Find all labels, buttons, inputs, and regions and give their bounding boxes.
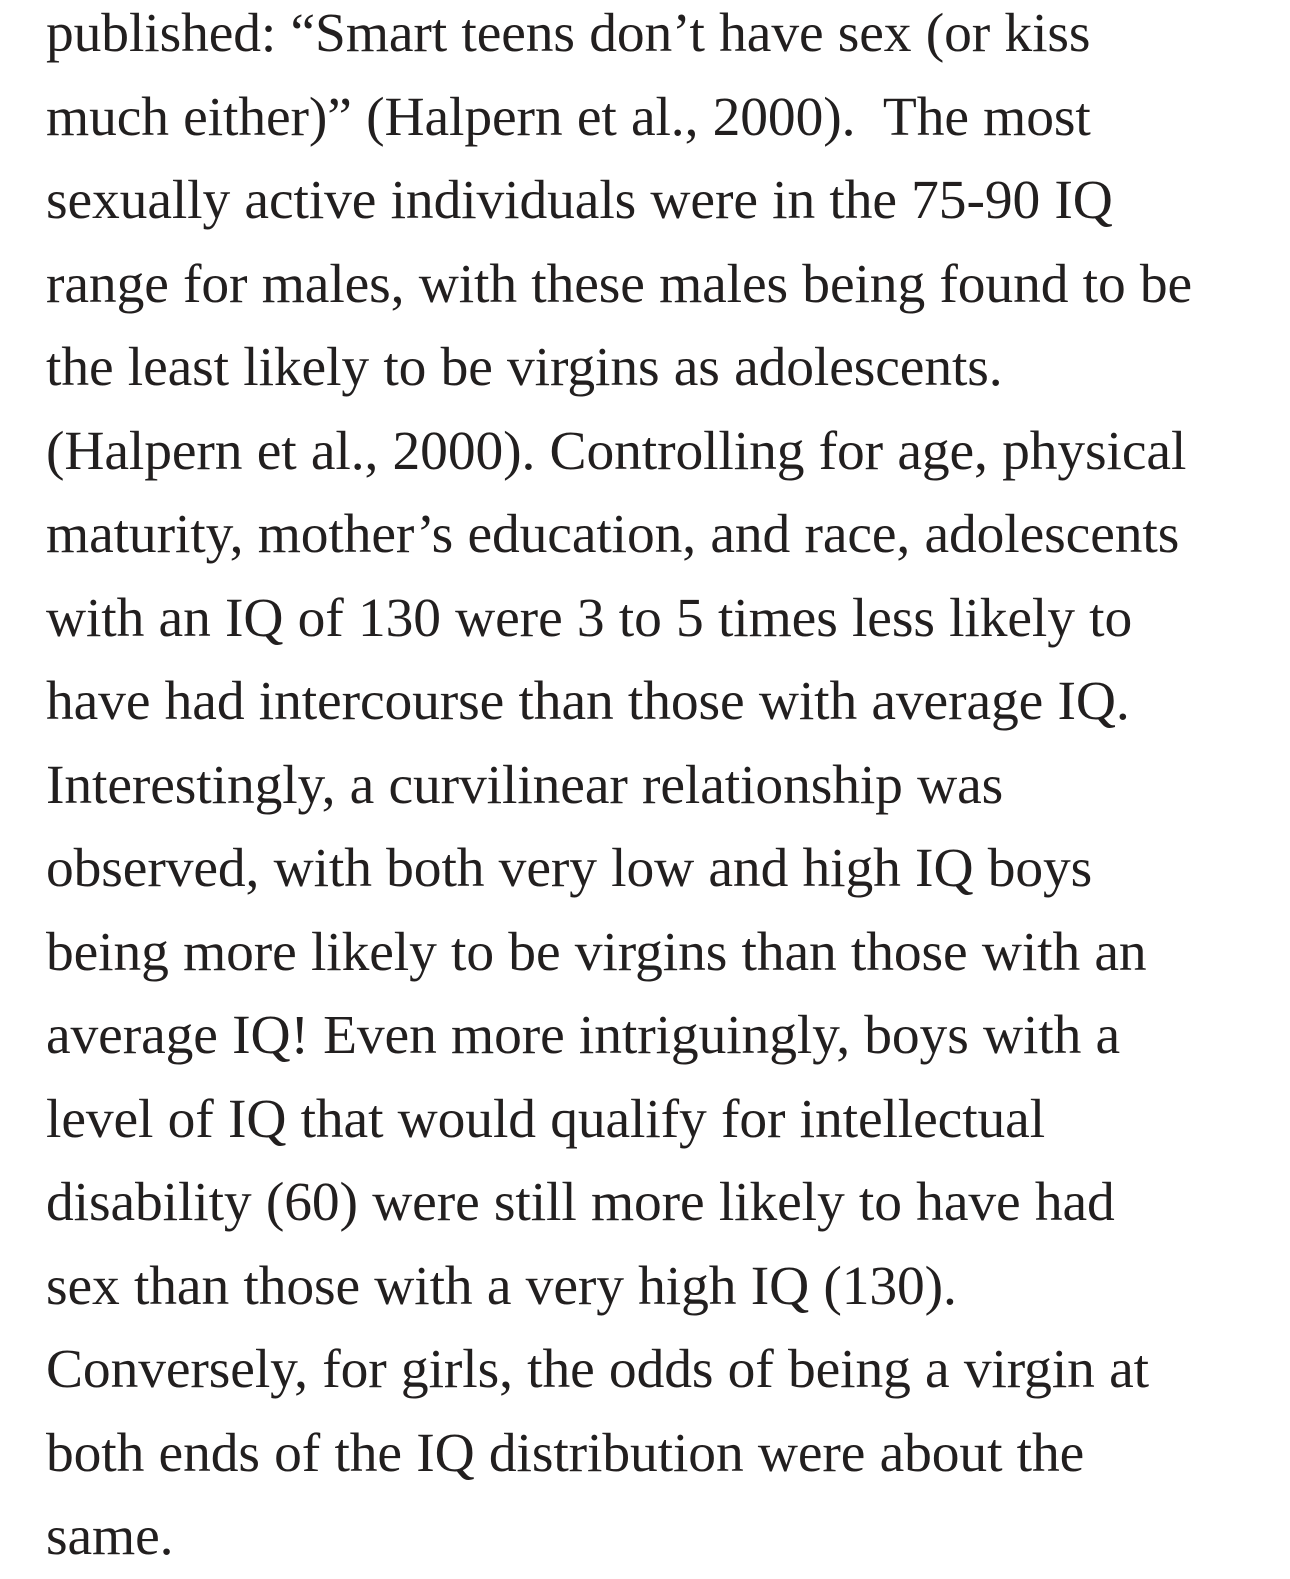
body-paragraph: published: “Smart teens don’t have sex (or kiss much either)” (Halpern et al., 2000). The most sexually active individuals were in the 75-90 IQ range for males, with these males being found to be the least likely to be virgins as adolescents. (Halpern et al., 2000). Controlling for age, physical maturity, mother’s education, and race, adolescents with an IQ of 130 were 3 to 5 times less likely to have had intercourse than those with average IQ. Interestingly, a curvilinear relationship was observed, with both very low and high IQ boys being more likely to be virgins than those with an average IQ! Even more intriguingly, boys with a level of IQ that would qualify for intellectual disability (60) were still more likely to have had sex than those with a very high IQ (130). Conversely, for girls, the odds of being a virgin at both ends of the IQ distribution were about the same. [46,3,1207,1567]
